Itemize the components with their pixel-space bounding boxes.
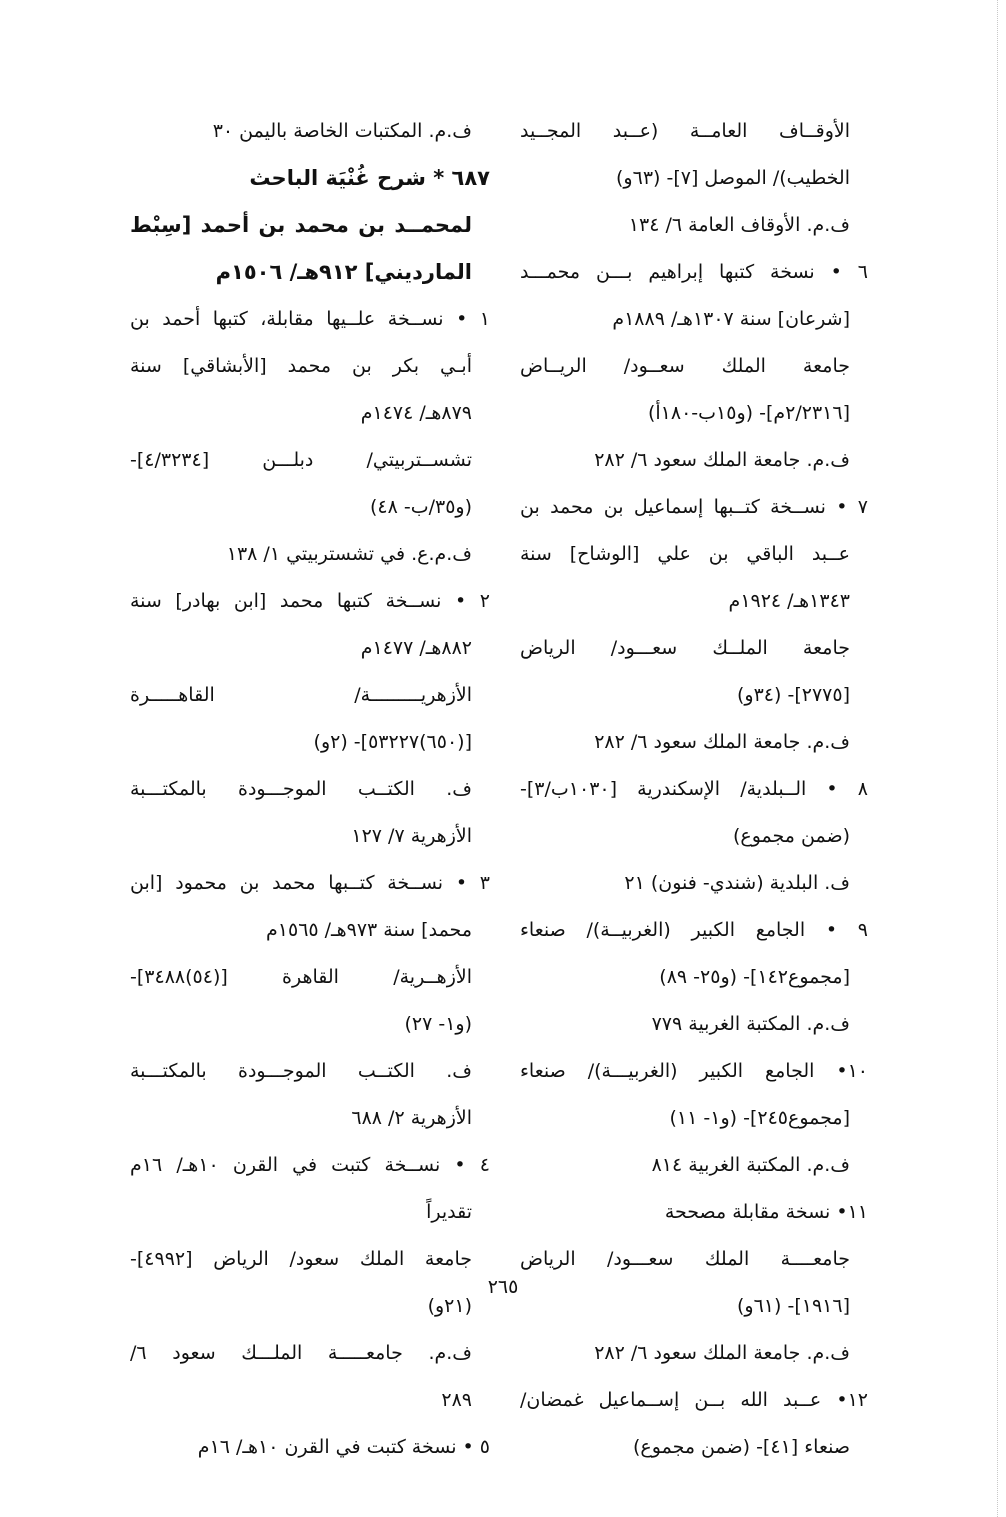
text-line: جامعة الملك سعــود/ الريــاض — [520, 355, 850, 377]
text-line: جامعة الملك سعود/ الرياض [٤٩٩٢]- — [130, 1248, 472, 1270]
list-item: ٢ • نســخة كتبها محمد [ابن بهادر] سنة — [130, 590, 490, 612]
text-line: ٨٨٢هـ/ ١٤٧٧م — [360, 637, 472, 659]
text-line: الأزهريـــــــــة/ القاهـــــرة — [130, 684, 472, 706]
list-item: ٤ • نســخة كتبت في القرن ١٠هـ/ ١٦م — [130, 1154, 490, 1176]
text-line: [شرعان] سنة ١٣٠٧هـ/ ١٨٨٩م — [612, 308, 850, 330]
left-column — [130, 108, 490, 1471]
text-line: [مجموع١٤٢]- (و٢٥- ٨٩) — [659, 966, 850, 988]
text-line: [مجموع٢٤٥]- (و١- ١١) — [669, 1107, 850, 1129]
list-item: ١٢• عــبد الله بــن إســماعيل غمضان/ — [520, 1389, 868, 1411]
text-line: ف.م. جامعة الملك سعود ٦/ ٢٨٢ — [594, 449, 850, 471]
text-line: عــبد الباقي بن علي [الوشاح] سنة — [520, 543, 850, 565]
text-line: ف.م. المكتبات الخاصة باليمن ٣٠ — [212, 120, 472, 142]
text-line: ف.م. الأوقاف العامة ٦/ ١٣٤ — [628, 214, 850, 236]
text-line: ف. الكتــب الموجـــودة بالمكتـــبة — [130, 778, 472, 800]
text-line: الأزهرية ٢/ ٦٨٨ — [351, 1107, 472, 1129]
page-number: ٢٦٥ — [487, 1276, 519, 1298]
text-line: ف. الكتــب الموجـــودة بالمكتـــبة — [130, 1060, 472, 1082]
entry-title: ٦٨٧ * شرح غُنْيَة الباحث — [249, 166, 490, 190]
list-item: ٦ • نسخة كتبها إبراهيم بـــن محمـــد — [520, 261, 868, 283]
list-item: ١٠• الجامع الكبير (الغربيـــة)/ صنعاء — [520, 1060, 868, 1082]
text-line: ١٣٤٣هـ/ ١٩٢٤م — [728, 590, 850, 612]
text-line: ف.م. المكتبة الغربية ٧٧٩ — [651, 1013, 850, 1035]
list-item: ٩ • الجامع الكبير (الغربيــة)/ صنعاء — [520, 919, 868, 941]
text-line: صنعاء [٤١]- (ضمن مجموع) — [633, 1436, 850, 1458]
list-item: ٣ • نســخة كتــبها محمد بن محمود [ابن — [130, 872, 490, 894]
right-column — [520, 108, 868, 1471]
text-line: ف.م. المكتبة الغربية ٨١٤ — [651, 1154, 850, 1176]
text-line: ف.م. جامعة الملك سعود ٦/ ٢٨٢ — [594, 731, 850, 753]
text-line: جامعــــة الملك سعـــود/ الرياض — [520, 1248, 850, 1270]
text-line: تشســتربيتي/ دبلـــن [٤/٣٢٣٤]- — [130, 449, 472, 471]
list-item: ٧ • نســخة كتــبها إسماعيل بن محمد بن — [520, 496, 868, 518]
text-line: ٨٧٩هـ/ ١٤٧٤م — [360, 402, 472, 424]
text-line: (و٣٥/ب- ٤٨) — [369, 496, 472, 518]
text-line: ف.م. جامعـــــة الملـــك سعود ٦/ — [130, 1342, 472, 1364]
text-line: [(٦٥٠)٥٣٢٢٧]- (٢و) — [313, 731, 472, 753]
text-line: ف. البلدية (شندي- فنون) ٢١ — [624, 872, 850, 894]
text-line: [٢٧٧٥]- (٣٤و) — [737, 684, 850, 706]
text-line: ف.م. جامعة الملك سعود ٦/ ٢٨٢ — [594, 1342, 850, 1364]
text-line: ٢٨٩ — [441, 1389, 472, 1411]
text-line: محمد] سنة ٩٧٣هـ/ ١٥٦٥م — [266, 919, 472, 941]
text-line: (٢١و) — [427, 1295, 472, 1317]
list-item: ٨ • الــبلدية/ الإسكندرية [١٠٣٠ب/٣]- — [520, 778, 868, 800]
text-line: أبـي بكر بن محمد [الأبشاقي] سنة — [130, 355, 472, 377]
list-item: ٥ • نسخة كتبت في القرن ١٠هـ/ ١٦م — [197, 1436, 490, 1458]
entry-author: المارديني] ٩١٢هـ/ ١٥٠٦م — [215, 260, 472, 284]
text-line: الأزهــرية/ القاهرة [(٥٤)٣٤٨٨]- — [130, 966, 472, 988]
entry-author: لمحمــد بن محمد بن أحمد [سِبْط — [130, 213, 472, 237]
text-line: [٢/٢٣١٦م]- (و١٥ب-١٨٠أ) — [647, 402, 850, 424]
text-line: [١٩١٦]- (٦١و) — [737, 1295, 850, 1317]
text-line: الخطيب)/ الموصل [٧]- (٦٣و) — [616, 167, 850, 189]
text-line: الأزهرية ٧/ ١٢٧ — [351, 825, 472, 847]
text-line: الأوقــاف العامــة (عــبد المجــيد — [520, 120, 850, 142]
text-line: (و١- ٢٧) — [404, 1013, 472, 1035]
list-item: ١ • نســخة علــيها مقابلة، كتبها أحمد بن — [130, 308, 490, 330]
text-line: ف.م.ع. في تشستربيتي ١/ ١٣٨ — [226, 543, 472, 565]
text-line: (ضمن مجموع) — [732, 825, 850, 847]
text-line: تقديراً — [426, 1201, 472, 1223]
list-item: ١١• نسخة مقابلة مصححة — [664, 1201, 868, 1223]
text-line: جامعة الملــك سعـــود/ الرياض — [520, 637, 850, 659]
